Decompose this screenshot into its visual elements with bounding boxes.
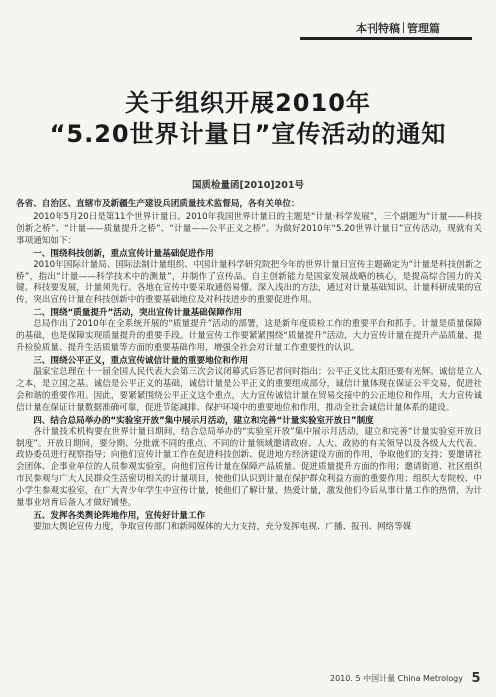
section-text-3: 温家宝总理在十一届全国人民代表大会第三次会议闭幕式后答记者问时指出：公平正义比太阳还要有光辉。诚信是立人之本，是立国之基。诚信是公平正义的基础，诚信计量是公平正义的重要组成部分，诚信计量体现在保证公平交易，促进社会和谐的重要作用。因此，要紧紧围绕公平正义这个重点，大力宣传诚信计量在贸易交接中的公正地位和作用，大力宣传诚信计量在保证计量数据准确可靠，促进节能减排、保护环境中的重要地位和作用，推动全社会诚信计量体系的建设。 [16,366,482,413]
section-heading-4: 四、结合总局举办的“实验室开放”集中展示月活动，建立和完善“计量实验室开放日”制度 [33,415,374,426]
title-line-2: “5.20世界计量日”宣传活动的通知 [49,120,447,148]
header-divider [403,22,404,33]
intro-paragraph: 2010年5月20日是第11个世界计量日。2010年我国世界计量日的主题是“计量·科学发展”，三个副题为“计量——科技创新之桥”、“计量——质量提升之桥”、“计量——公平正义之桥”。为做好2010年“5.20世界计量日”宣传活动，现就有关事项通知如下： [16,211,482,246]
section-text-4: 各计量技术机构要在世界计量日期间，结合总局举办的“实验室开放”集中展示月活动，建立和完善“计量实验室开放日制度”。开放日期间，要分期、分批就不同的重点、不同的计量领域邀请政府、人大、政协的有关领导以及各级人大代表、政协委员进行视察指导；向他们宣传计量工作在促进科技创新、促进地方经济建设方面的作用，争取他们的支持；要邀请社会团体、企事业单位的人员参观实验室，向他们宣传计量在保障产品质量、促进质量提升方面的作用；邀请街道、社区组织市民参观与广大人民群众生活密切相关的计量项目，使他们认识到计量在保护群众利益方面的重要作用；组织大专院校、中小学生参观实验室，在广大青少年学生中宣传计量，使他们了解计量，热爱计量，激发他们今后从事计量工作的热情，为计量事业培育后备人才做好铺垫。 [16,426,482,509]
header-section: 本刊特稿 [356,22,400,35]
section-text-5: 要加大舆论宣传力度，争取宣传部门和新闻媒体的大力支持，充分发挥电视、广播、报刊、网络等媒 [33,521,412,532]
section-heading-3: 三、围绕公平正义，重点宣传诚信计量的重要地位和作用 [33,355,249,366]
running-header [356,20,440,36]
section-heading-5: 五、发挥各类舆论阵地作用，宣传好计量工作 [33,510,206,521]
header-rule [300,37,472,40]
section-heading-1: 一、围绕科技创新，重点宣传计量基础促进作用 [33,248,214,259]
header-category: 管理篇 [407,22,440,35]
addressee: 各省、自治区、直辖市及新疆生产建设兵团质量技术监督局，各有关单位： [16,199,300,209]
section-text-1: 2010年国际计量局、国际法制计量组织、中国计量科学研究院把今年的世界计量日宣传主题确定为“计量是科技创新之桥”，指出“计量——科学技术中的测量”，并制作了宣传品。自主创新能力是国家发展战略的核心，是提高综合国力的关键。科技要发展，计量须先行。各地在宣传中要采取通俗易懂、深入浅出的方法，通过对计量基础知识、计量科研成果的宣传，突出宣传计量在科技创新中的重要基础地位及对科技进步的重要促进作用。 [16,259,482,306]
title-line-1: 关于组织开展2010年 [125,89,371,117]
document-number: 国质检量函[2010]201号 [192,180,304,191]
footer-issue: 2010. 5 [330,674,361,683]
section-heading-2: 二、围绕“质量提升”活动，突出宣传计量基础保障作用 [33,308,243,319]
page-number: 5 [471,671,481,686]
section-text-2: 总局作出了2010年在全系统开展的“质量提升”活动的部署，这是新年度质检工作的重要平台和抓手。计量是质量保障的基础，也是保障实现质量提升的重要手段。计量宣传工作要紧紧围绕“质量提升”活动，大力宣传计量在提升产品质量、提升检验质量、提升生活质量等方面的重要基础作用，增强全社会对计量工作重要性的认识。 [16,319,482,354]
page-footer [330,671,481,686]
footer-journal: 中国计量 China Metrology [363,674,463,683]
article-body [16,199,482,534]
